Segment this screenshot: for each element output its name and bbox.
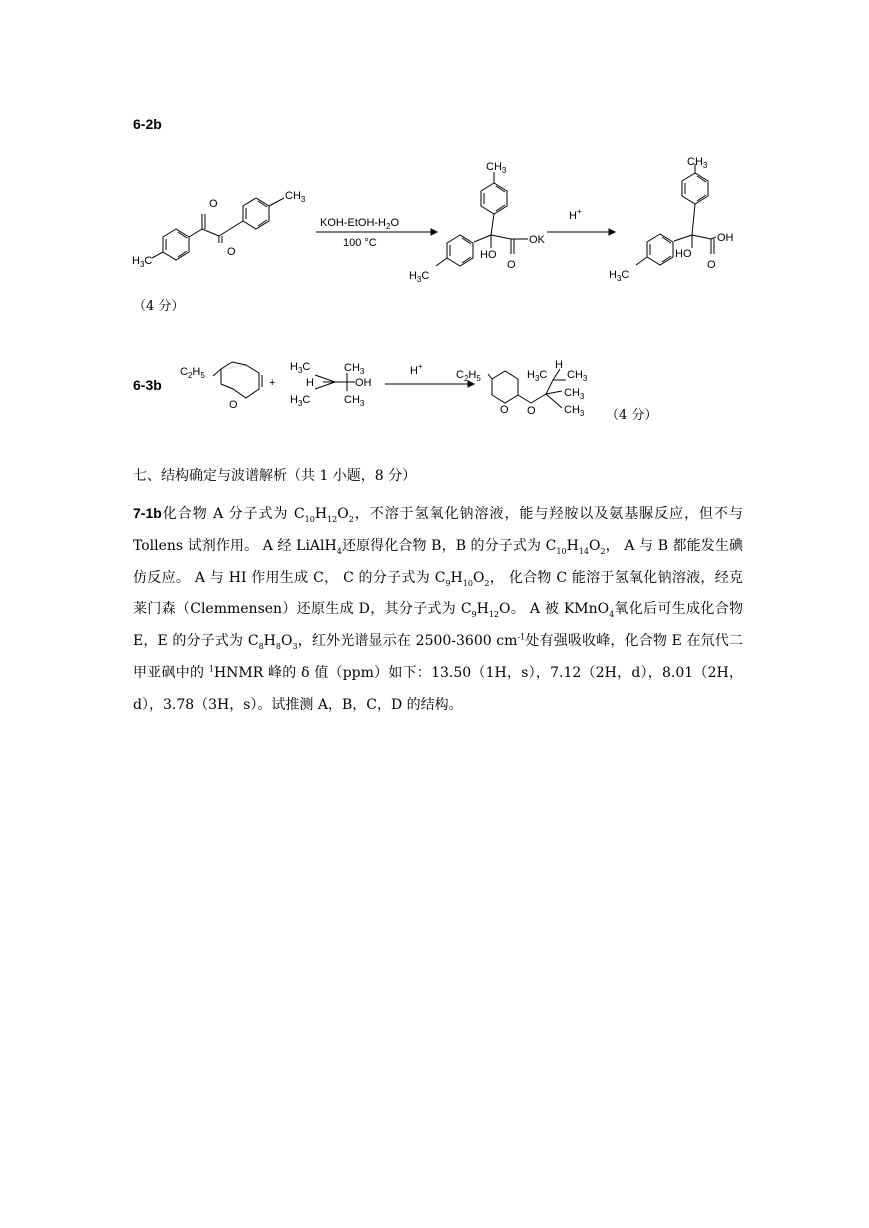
methyl-label: $H_3C$ (290, 394, 311, 408)
problem-id: 7-1b (133, 505, 162, 521)
problem-7-1b: 7-1b化合物 A 分子式为 $C_{10}H_{12}O_2$，不溶于氢氧化钠溶液，能与羟胺以及氨基脲反应，但不与 Tollens 试剂作用。 A 经 LiAlH$_4$还原得化合物 B，B 的分子式为 $C_{10}H_{14}O_2$， A 与 B 都能发生碘仿反应。 A 与 HI 作用生成 C， C 的分子式为 $C_9H_{10}O_2$， 化合物 C 能溶于氢氧化钠溶液，经克莱门森（Clemmensen）还原生成 D，其分子式为 $C_9H_{12}O$。 A 被 KMnO$_4$氧化后可生成化合物 E，E 的分子式为 $C_8H_8O_3$，红外光谱显示在 2500-3600 $cm^{-1}$处有强吸收峰，化合物 E 在氘代二甲亚砜中的 $^1$HNMR 峰的 δ 值（ppm）如下：13.50（1H，s），7.12（2H，d），8.01（2H，d），3.78（3H，s）。试推测 A，B，C，D 的结构。 (133, 505, 744, 713)
question-6-3b-label: 6-3b (133, 377, 162, 393)
atom-o: O (229, 399, 238, 411)
atom-o: O (507, 259, 516, 271)
plus-sign: + (269, 377, 276, 389)
ring-oxygen: O (500, 404, 509, 416)
ether-oxygen: O (527, 405, 536, 417)
methyl-label: $H_3C$ (290, 361, 311, 375)
hydroxy-label: HO (480, 249, 497, 261)
atom-h: H (555, 359, 563, 371)
score-6-2b: （4 分） (133, 299, 185, 314)
hydroxy-label: OH (355, 377, 372, 389)
atom-o: O (707, 259, 716, 271)
methyl-label: $CH_3$ (344, 362, 365, 376)
methyl-label: $H_3C$ (409, 270, 430, 284)
ethyl-label: $C_2H_5$ (180, 366, 205, 380)
reaction-scheme-6-3b (0, 0, 869, 430)
atom-o: O (209, 198, 218, 210)
reagent-acid: H+ (410, 362, 423, 377)
methyl-label: $CH_3$ (486, 161, 507, 175)
methyl-label: $CH_3$ (344, 394, 365, 408)
atom-h: H (306, 377, 314, 389)
potassium-carboxylate-label: OK (529, 234, 545, 246)
methyl-label: $CH_3$ (285, 190, 306, 204)
methyl-label: $CH_3$ (687, 156, 708, 170)
score-6-3b: （4 分） (606, 408, 658, 423)
carboxylic-acid-label: OH (717, 232, 734, 244)
reagent-acid: H+ (569, 207, 582, 222)
methyl-label: $CH_3$ (564, 404, 585, 418)
hydroxy-label: HO (675, 248, 692, 260)
methyl-label: $CH_3$ (564, 387, 585, 401)
ethyl-label: $C_2H_5$ (456, 369, 481, 383)
reaction-temperature: 100 °C (343, 237, 377, 249)
section-title: 七、结构确定与波谱解析（共 1 小题，8 分） (133, 468, 417, 484)
methyl-label: $CH_3$ (567, 369, 588, 383)
methyl-label: $H_3C$ (609, 269, 630, 283)
methyl-label: $H_3C$ (527, 369, 548, 383)
reagent-koh-etoh-h2o: KOH-$EtOH-H_2O$ (320, 217, 400, 231)
question-6-2b-label: 6-2b (133, 116, 162, 132)
methyl-label: $H_3C$ (132, 255, 153, 269)
atom-o: O (227, 246, 236, 258)
